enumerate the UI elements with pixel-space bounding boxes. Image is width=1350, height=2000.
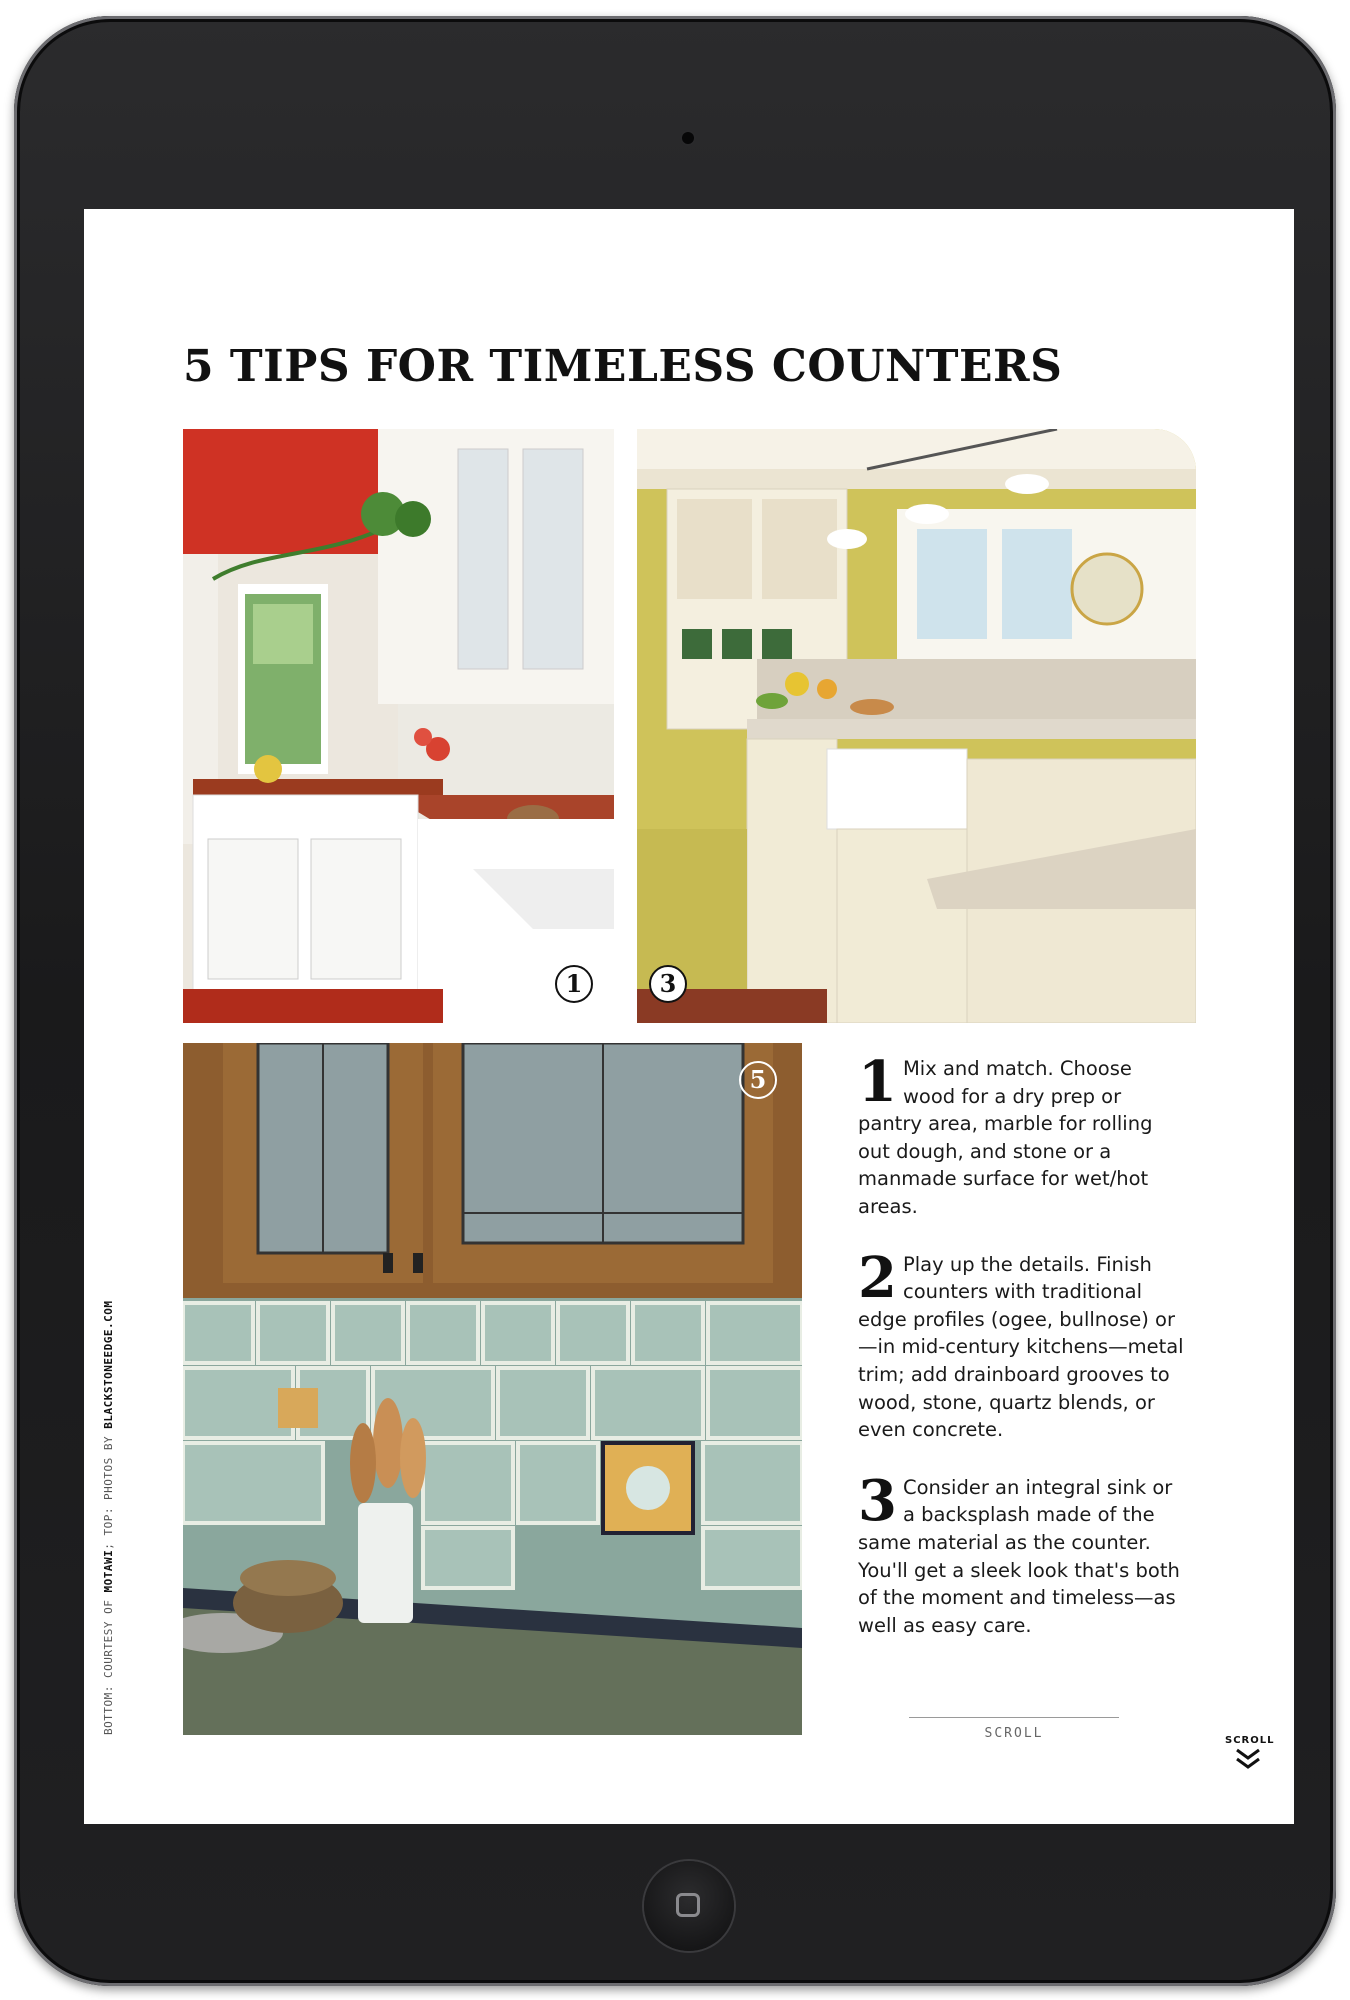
scroll-divider	[909, 1717, 1119, 1718]
page-title: 5 TIPS FOR TIMELESS COUNTERS	[183, 341, 1063, 392]
photo-credit	[102, 1275, 115, 1735]
tips-list	[858, 1049, 1188, 1669]
tip-text: Mix and match. Choose wood for a dry prep or pantry area, marble for rolling out dough, and stone or a manmade surface for wet/hot areas.	[858, 1057, 1153, 1218]
tip-text: Consider an integral sink or a backsplash made of the same material as the counter. You'll get a sleek look that's both of the moment and timeless—as well as easy care.	[858, 1475, 1180, 1637]
tip-number: 3	[858, 1467, 897, 1534]
photo-number-badge: 3	[649, 965, 687, 1003]
credit-source-2: BLACKSTONEEDGE.COM	[102, 1300, 115, 1429]
tablet-frame	[14, 16, 1336, 1986]
home-square-icon	[676, 1893, 700, 1917]
scroll-button-label: SCROLL	[1225, 1735, 1275, 1746]
photo-number-badge: 5	[739, 1061, 777, 1099]
kitchen-photo-1	[183, 429, 614, 1023]
kitchen-photo-3-image	[637, 429, 1196, 1023]
magazine-page[interactable]	[84, 209, 1294, 1824]
kitchen-photo-3	[637, 429, 1196, 1023]
double-chevron-down-icon	[1235, 1748, 1261, 1770]
credit-middle: ; TOP: PHOTOS BY	[102, 1428, 115, 1550]
credit-prefix: BOTTOM: COURTESY OF	[102, 1592, 115, 1735]
tip-text: Play up the details. Finish counters with traditional edge profiles (ogee, bullnose) or—in mid-century kitchens—metal trim; add drainboard grooves to wood, stone, quartz blends, or even concrete.	[858, 1252, 1184, 1442]
camera-icon	[682, 132, 694, 144]
tip-item	[858, 1244, 1188, 1444]
kitchen-photo-5-image	[183, 1043, 802, 1735]
tip-item	[858, 1467, 1188, 1640]
scroll-label: SCROLL	[984, 1726, 1044, 1741]
tip-number: 1	[858, 1049, 897, 1115]
home-button-icon[interactable]	[644, 1861, 734, 1951]
tip-item	[858, 1049, 1188, 1221]
kitchen-photo-1-image	[183, 429, 614, 1023]
scroll-indicator[interactable]	[909, 1717, 1119, 1741]
credit-source-1: MOTAWI	[102, 1549, 115, 1593]
photo-number-badge: 1	[555, 965, 593, 1003]
scroll-button[interactable]	[1225, 1735, 1275, 1770]
tip-number: 2	[858, 1244, 897, 1311]
kitchen-photo-5	[183, 1043, 802, 1735]
